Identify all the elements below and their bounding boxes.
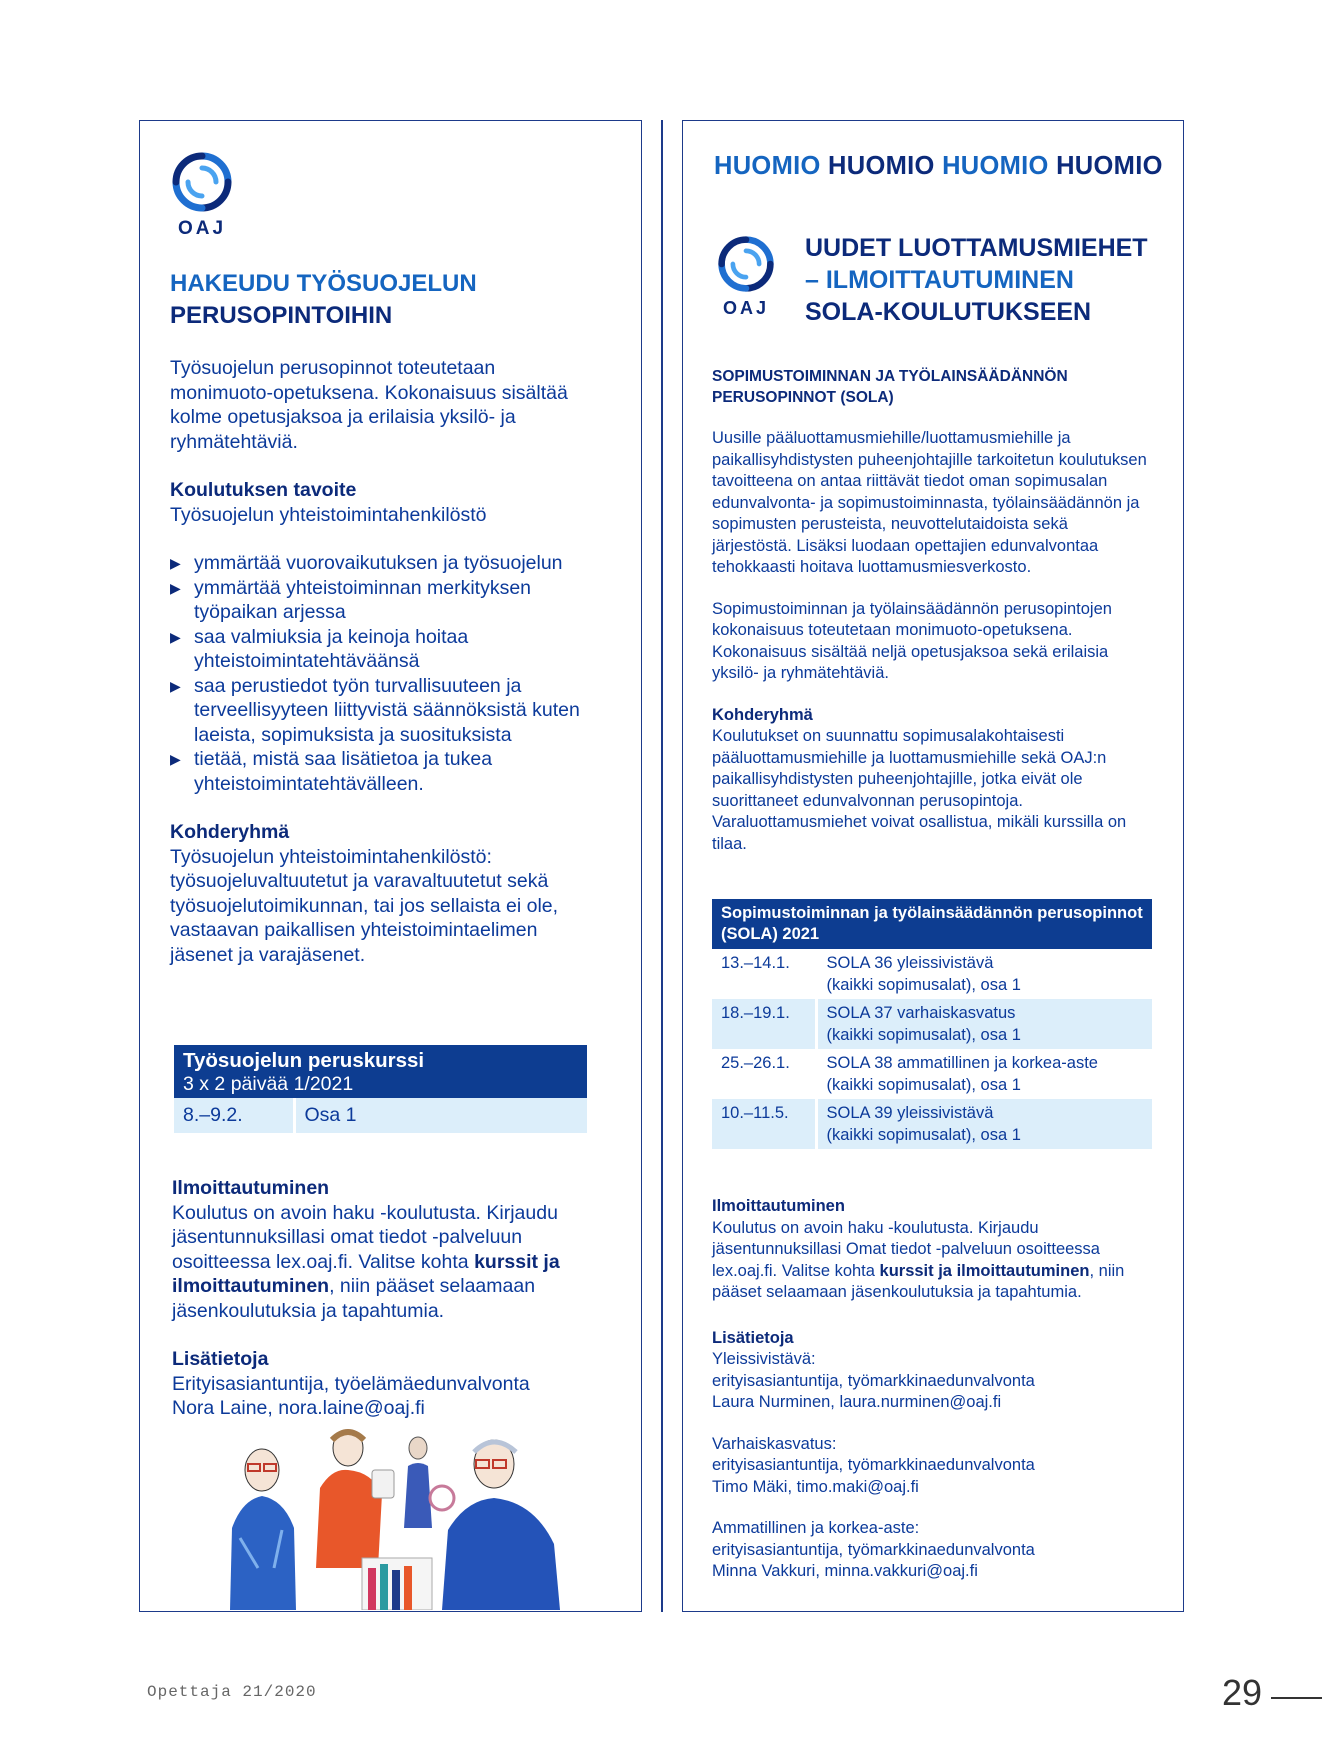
publication-footer: Opettaja 21/2020: [147, 1683, 317, 1701]
page-number: 29: [1222, 1672, 1263, 1713]
right-para2: Sopimustoiminnan ja työlainsäädännön perusopintojen kokonaisuus toteutetaan monimuoto-opetuksena. Kokonaisuus sisältää neljä opetusjaksoa sekä erilaisia yksilö- ja ryhmätehtäviä.: [712, 599, 1112, 682]
left-body-bottom: [172, 1176, 592, 1421]
left-signup-text: Koulutus on avoin haku -koulutusta. Kirjaudu jäsentunnuksillasi omat tiedot -palveluun osoitteessa lex.oaj.fi. Valitse kohta kurssit ja ilmoittautuminen, niin pääset selaamaan jäsenkoulutuksia ja tapahtumia.: [172, 1201, 560, 1322]
list-item: ▶ ymmärtää vuorovaikutuksen ja työsuojelun: [170, 552, 563, 574]
huomio-banner: HUOMIO HUOMIO HUOMIO HUOMIO: [714, 152, 1163, 180]
right-body-top: [712, 366, 1152, 855]
left-table-header: [174, 1045, 587, 1098]
left-table-part: Osa 1: [294, 1098, 587, 1133]
left-goal-list: [170, 551, 590, 796]
left-target-heading: Kohderyhmä: [170, 821, 290, 843]
left-intro: Työsuojelun perusopinnot toteutetaan monimuoto-opetuksena. Kokonaisuus sisältää kolme opetusjaksoa ja erilaisia yksilö- ja ryhmätehtäviä.: [170, 357, 568, 453]
triangle-bullet-icon: ▶: [170, 555, 181, 571]
right-section-heading: SOPIMUSTOIMINNAN JA TYÖLAINSÄÄDÄNNÖN PERUSOPINNOT (SOLA): [712, 368, 1068, 406]
page-number-rule: [1271, 1697, 1322, 1699]
right-target-text: Koulutukset on suunnattu sopimusalakohtaisesti pääluottamusmiehille ja luottamusmiehille sekä OAJ:n paikallisyhdistysten puheenjohtajille, jotka eivät ole suorittaneet edunvalvonnan perusopintoja. Varaluottamusmiehet voivat osallistua, mikäli kurssilla on tilaa.: [712, 727, 1127, 853]
left-headline-line1: HAKEUDU TYÖSUOJELUN: [170, 270, 477, 297]
table-row: [174, 1098, 587, 1133]
column-divider: [661, 120, 663, 1612]
list-item: ▶ saa valmiuksia ja keinoja hoitaa yhteistoimintatehtäväänsä: [170, 625, 469, 672]
left-table-title: Työsuojelun peruskurssi: [183, 1049, 425, 1072]
person-illustration: [230, 1449, 296, 1610]
table-row: 18.–19.1. SOLA 37 varhaiskasvatus (kaikki sopimusalat), osa 1: [712, 999, 1152, 1049]
triangle-bullet-icon: ▶: [170, 628, 181, 645]
contact-block: Ammatillinen ja korkea-aste: erityisasiantuntija, työmarkkinaedunvalvonta Minna Vakkuri, minna.vakkuri@oaj.fi: [712, 1519, 1035, 1580]
triangle-bullet-icon: ▶: [170, 751, 181, 767]
left-info-heading: Lisätietoja: [172, 1348, 269, 1370]
oaj-logo-text: OAJ: [722, 298, 769, 318]
book-stack-illustration: [362, 1558, 432, 1610]
table-row: 10.–11.5. SOLA 39 yleissivistävä (kaikki sopimusalat), osa 1: [712, 1099, 1152, 1149]
person-illustration: [442, 1440, 560, 1610]
left-table-date: 8.–9.2.: [174, 1098, 294, 1133]
person-illustration: [316, 1430, 394, 1568]
right-body-bottom: [712, 1196, 1152, 1583]
left-headline-line2: PERUSOPINTOIHIN: [170, 301, 393, 329]
right-target-heading: Kohderyhmä: [712, 705, 813, 724]
right-signup-text: Koulutus on avoin haku -koulutusta. Kirjaudu jäsentunnuksillasi Omat tiedot -palveluun osoitteessa lex.oaj.fi. Valitse kohta kurssit ja ilmoittautuminen, niin pääset selaamaan jäsenkoulutuksia ja tapahtumia.: [712, 1218, 1125, 1301]
table-row: 13.–14.1. SOLA 36 yleissivistävä (kaikki sopimusalat), osa 1: [712, 949, 1152, 999]
right-signup-heading: Ilmoittautuminen: [712, 1197, 845, 1215]
person-illustration: [404, 1437, 454, 1528]
left-info-contact: Nora Laine, nora.laine@oaj.fi: [172, 1397, 425, 1419]
list-item: ▶ saa perustiedot työn turvallisuuteen ja terveellisyyteen liittyvistä säännöksistä kuten laeista, sopimuksista ja suosituksista: [170, 674, 580, 746]
right-headline: [805, 232, 1148, 328]
oaj-swirl-icon: [170, 150, 234, 214]
left-info-title: Erityisasiantuntija, työelämäedunvalvonta: [172, 1372, 530, 1395]
list-item: ▶ ymmärtää yhteistoiminnan merkityksen työpaikan arjessa: [170, 576, 532, 623]
right-table-title: Sopimustoiminnan ja työlainsäädännön perusopinnot (SOLA) 2021: [712, 899, 1152, 949]
triangle-bullet-icon: ▶: [170, 579, 181, 596]
left-headline: [170, 268, 477, 331]
left-goal-text: Työsuojelun yhteistoimintahenkilöstö: [170, 503, 487, 526]
left-table-subtitle: 3 x 2 päivää 1/2021: [183, 1073, 354, 1095]
left-course-table: [174, 1045, 587, 1133]
left-goal-heading: Koulutuksen tavoite: [170, 479, 357, 501]
right-para1: Uusille pääluottamusmiehille/luottamusmiehille ja paikallisyhdistysten puheenjohtajille tarkoitetun koulutuksen tavoitteena on antaa riittävät tiedot oman sopimusalan edunvalvonta- ja sopimustoiminnasta, työlainsäädännön ja sopimusten perusteista, neuvottelutaidoista sekä järjestöstä. Lisäksi luodaan opettajien edunvalvontaa tehokkaasti hoitava luottamusmiesverkosto.: [712, 429, 1147, 576]
left-body-top: [170, 356, 590, 967]
right-headline-line3: SOLA-KOULUTUKSEEN: [805, 298, 1092, 326]
right-headline-line1: UUDET LUOTTAMUSMIEHET: [805, 234, 1148, 262]
left-target-text: Työsuojelun yhteistoimintahenkilöstö: työsuojeluvaltuutetut ja varavaltuutetut sekä työsuojelutoimikunnan, tai jos sellaista ei ole, vastaavan paikallisen yhteistoimintaelimen jäsenet ja varajäsenet.: [170, 845, 559, 966]
right-headline-line2: – ILMOITTAUTUMINEN: [805, 266, 1074, 294]
left-signup-heading: Ilmoittautuminen: [172, 1177, 330, 1199]
table-row: 25.–26.1. SOLA 38 ammatillinen ja korkea-aste (kaikki sopimusalat), osa 1: [712, 1049, 1152, 1099]
right-course-table: [712, 899, 1152, 1149]
oaj-swirl-icon: [716, 234, 776, 294]
oaj-logo: [170, 150, 234, 240]
people-illustration: [222, 1418, 562, 1610]
right-info-heading: Lisätietoja: [712, 1328, 794, 1347]
oaj-logo-text: OAJ: [177, 218, 227, 239]
oaj-logo: [716, 234, 776, 319]
contact-block: Yleissivistävä: erityisasiantuntija, työmarkkinaedunvalvonta Laura Nurminen, laura.nurminen@oaj.fi: [712, 1350, 1035, 1411]
contact-block: Varhaiskasvatus: erityisasiantuntija, työmarkkinaedunvalvonta Timo Mäki, timo.maki@oaj.fi: [712, 1434, 1035, 1496]
list-item: ▶ tietää, mistä saa lisätietoa ja tukea yhteistoimintatehtävälleen.: [170, 748, 493, 795]
triangle-bullet-icon: ▶: [170, 677, 181, 694]
